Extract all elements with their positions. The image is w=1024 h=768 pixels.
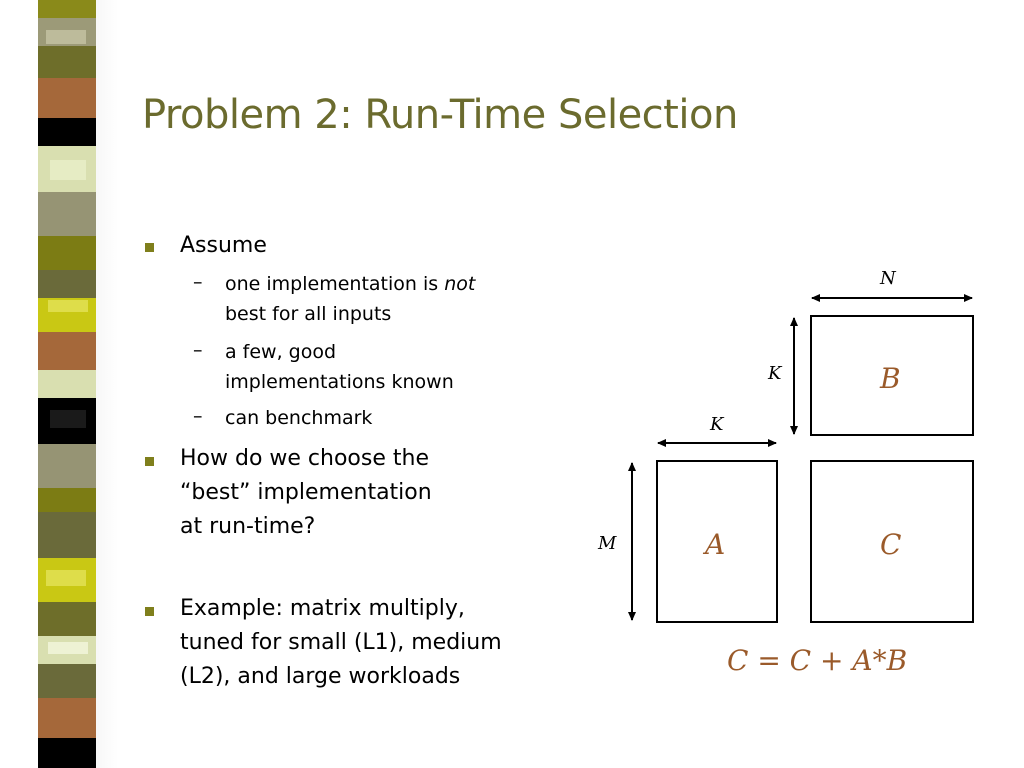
matrix-b-label: B xyxy=(880,362,901,395)
sub-bullet-1-line1 xyxy=(225,269,475,299)
matrix-a-label: A xyxy=(705,528,726,561)
slide-title: Problem 2: Run-Time Selection xyxy=(142,92,738,138)
matrix-c-label: C xyxy=(880,528,902,561)
bullet-marker xyxy=(145,607,154,616)
bullet-example-line1: Example: matrix multiply, xyxy=(180,596,465,621)
sub-bullet-1-emphasis: not xyxy=(444,273,476,295)
bullet-question-line2: “best” implementation xyxy=(180,480,432,505)
dim-n-label: N xyxy=(880,268,896,289)
dim-k-horizontal-label: K xyxy=(710,414,724,435)
sub-bullet-2-line2: implementations known xyxy=(225,371,454,393)
equation: C = C + A*B xyxy=(727,644,908,677)
bullet-marker xyxy=(145,457,154,466)
bullet-question-line3: at run-time? xyxy=(180,514,316,539)
bullet-example-line3: (L2), and large workloads xyxy=(180,664,461,689)
matrix-multiply-diagram xyxy=(590,260,990,700)
sub-bullet-dash: – xyxy=(193,271,203,293)
bullet-question-line1: How do we choose the xyxy=(180,446,429,471)
bullet-marker xyxy=(145,243,154,252)
sub-bullet-2-line1: a few, good xyxy=(225,341,337,363)
decorative-strip xyxy=(0,0,118,768)
sub-bullet-dash: – xyxy=(193,405,203,427)
sub-bullet-1-line2: best for all inputs xyxy=(225,303,392,325)
bullet-assume: Assume xyxy=(180,233,267,258)
dim-m-label: M xyxy=(598,533,617,554)
sub-bullet-dash: – xyxy=(193,339,203,361)
sub-bullet-3: can benchmark xyxy=(225,407,373,429)
bullet-example-line2: tuned for small (L1), medium xyxy=(180,630,502,655)
dim-k-vertical-label: K xyxy=(768,363,782,384)
sub-bullet-1-text: one implementation is xyxy=(225,273,445,295)
